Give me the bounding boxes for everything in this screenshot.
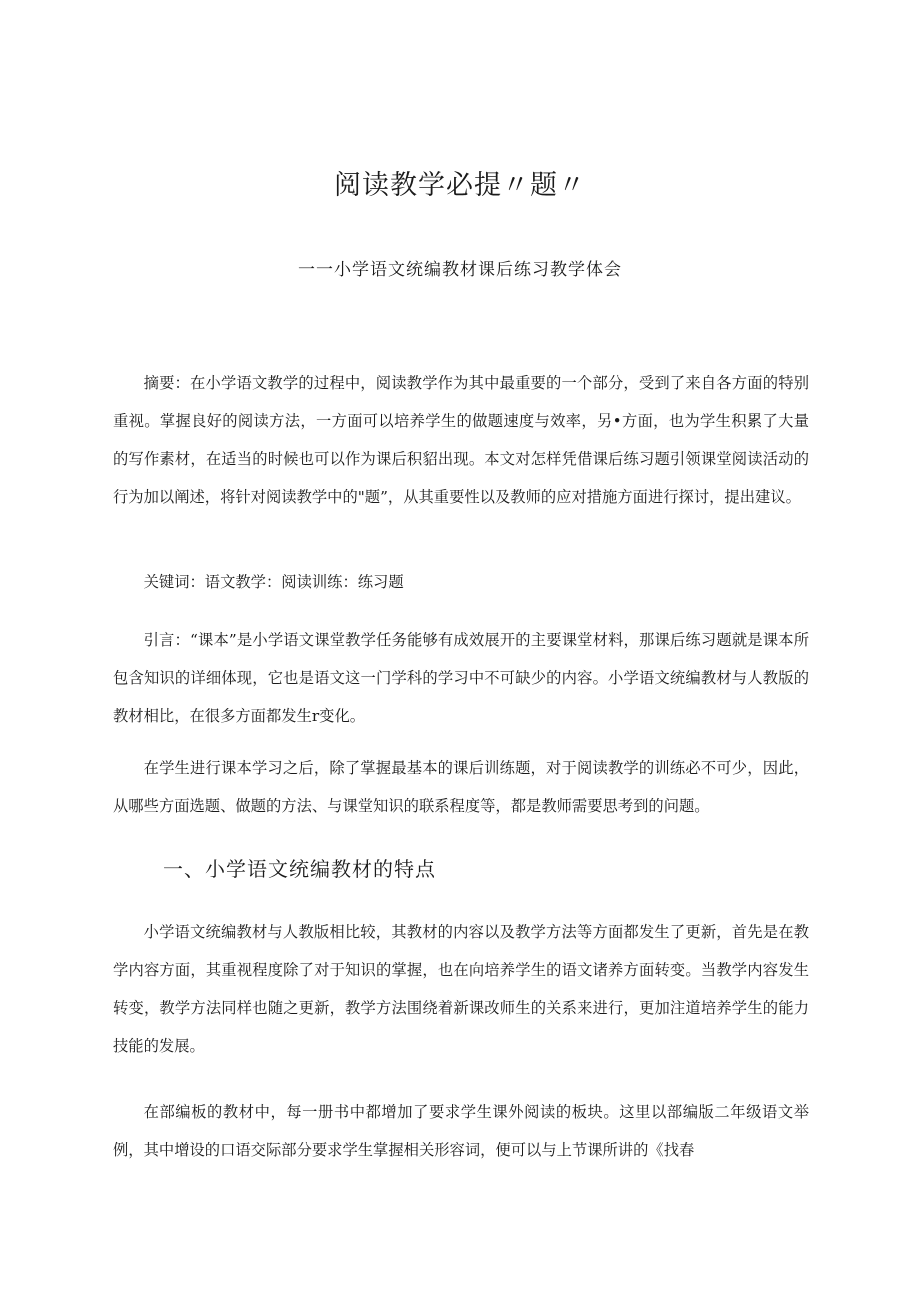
intro-paragraph: 引言：“课本”是小学语文课堂教学任务能够有成效展开的主要课堂材料，那课后练习题就是课本所包含知识的详细体现，它也是语文这一门学科的学习中不可缺少的内容。小学语文统编教材与人教版的教材相比，在很多方面都发生r变化。 bbox=[113, 631, 809, 725]
study-paragraph: 在学生进行课本学习之后，除了掌握最基本的课后训练题，对于阅读教学的训练必不可少，因此，从哪些方面选题、做题的方法、与课堂知识的联系程度等，都是教师需要思考到的问题。 bbox=[113, 759, 809, 815]
keywords-line: 关键词：语文教学：阅读训练：练习题 bbox=[143, 573, 404, 591]
section-paragraph: 在部编板的教材中，每一册书中都增加了要求学生课外阅读的板块。这里以部编版二年级语文举例，其中增设的口语交际部分要求学生掌握相关形容词，便可以与上节课所讲的《找春 bbox=[113, 1103, 809, 1159]
section-heading: 一、小学语文统编教材的特点 bbox=[163, 857, 436, 881]
document-subtitle: 一一小学语文统编教材课后练习教学体会 bbox=[298, 260, 622, 280]
document-title: 阅读教学必提〃题〃 bbox=[334, 170, 586, 201]
section-paragraph: 小学语文统编教材与人教版相比较，其教材的内容以及教学方法等方面都发生了更新，首先是在教学内容方面，其重视程度除了对于知识的掌握，也在向培养学生的语文诸养方面转变。当教学内容发生转变，教学方法同样也随之更新，教学方法围绕着新课改师生的关系来进行，更加注道培养学生的能力技能的发展。 bbox=[113, 923, 809, 1055]
abstract-paragraph: 摘要：在小学语文教学的过程中，阅读教学作为其中最重要的一个部分，受到了来自各方面的特别重视。掌握良好的阅读方法，一方面可以培养学生的做题速度与效率，另•方面，也为学生积累了大量的写作素材，在适当的时候也可以作为课后积貂出现。本文对怎样凭借课后练习题引领课堂阅读活动的行为加以阐述，将针对阅读教学中的"题”，从其重要性以及教师的应对措施方面进行探讨，提出建议。 bbox=[113, 374, 809, 506]
